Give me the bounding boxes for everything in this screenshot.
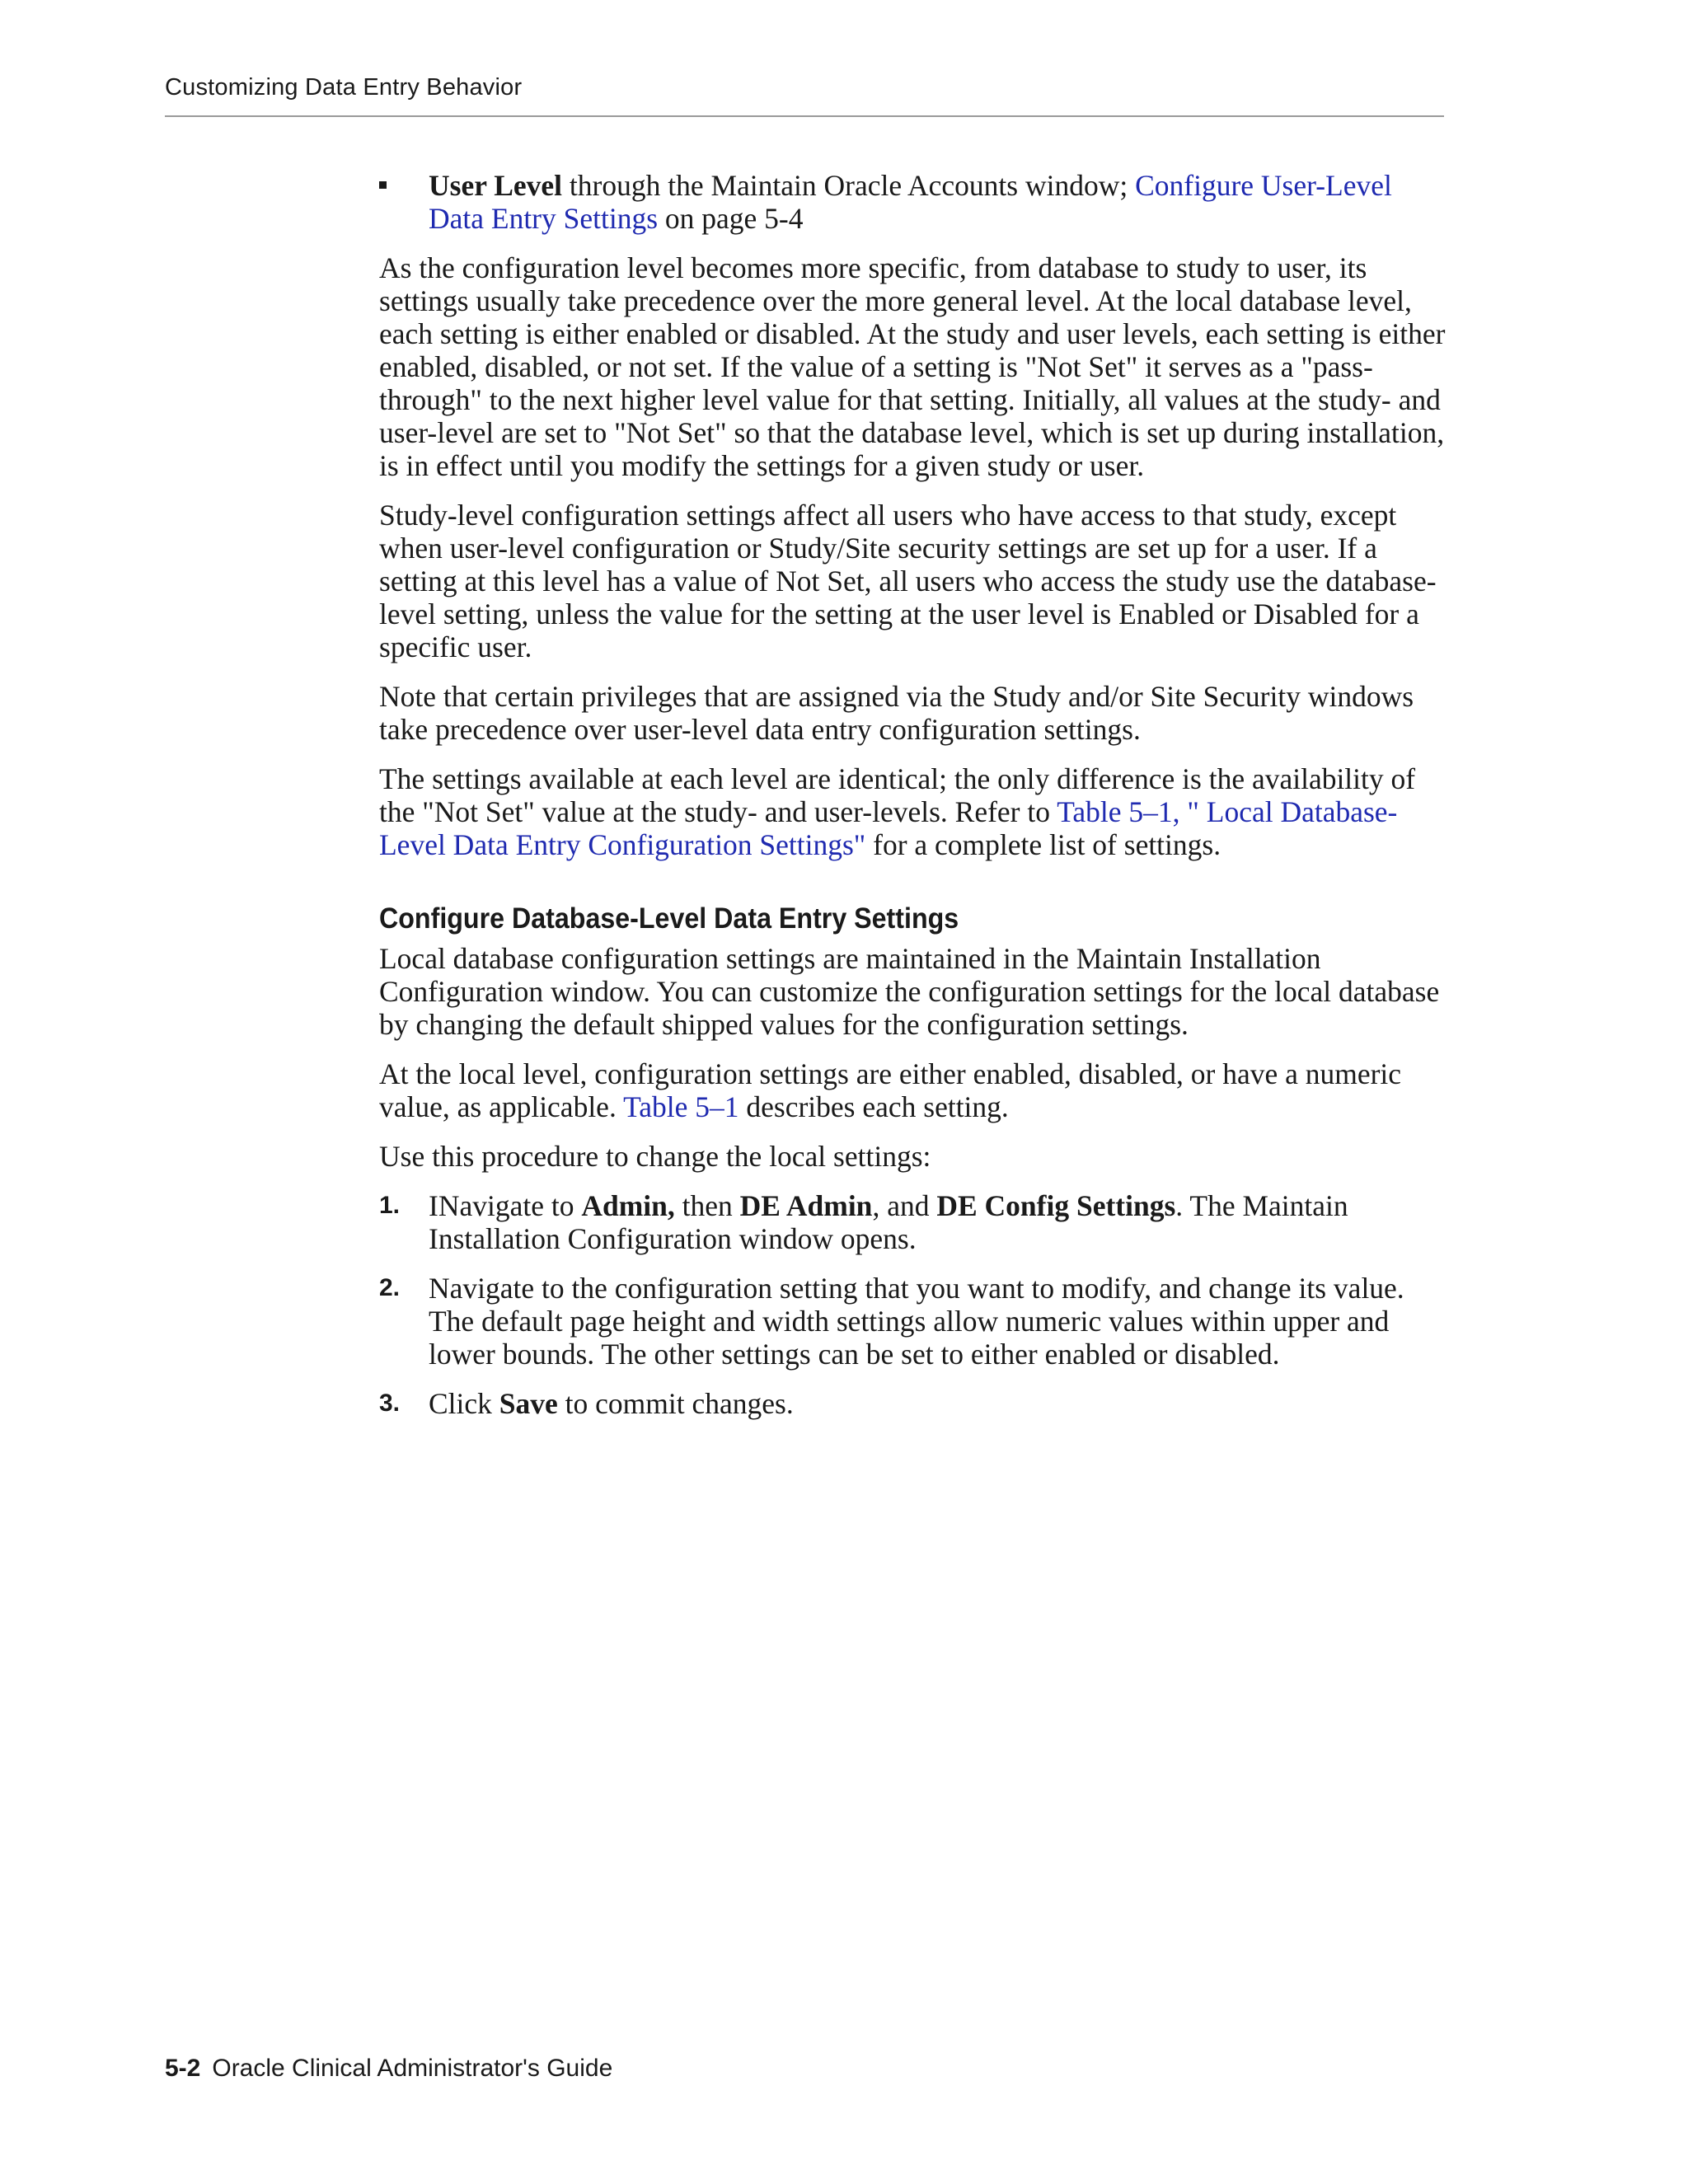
step-text: , and — [872, 1189, 937, 1222]
menu-de-admin: DE Admin — [739, 1189, 873, 1222]
step-text: INavigate to — [429, 1189, 582, 1222]
paragraph-text: for a complete list of settings. — [865, 828, 1221, 861]
step-text: . The Maintain Installation Configuration window opens. — [429, 1189, 1348, 1255]
bullet-text: through the Maintain Oracle Accounts window; — [562, 169, 1136, 202]
header-rule — [165, 115, 1444, 117]
paragraph-local-config: Local database configuration settings are maintained in the Maintain Installation Configuration window. You can customize the configuration settings for the local database by changing the default shipped values for the configuration settings. — [379, 942, 1440, 1041]
save-label: Save — [499, 1387, 558, 1420]
step-text: to commit changes. — [557, 1387, 794, 1420]
step-number: 3. — [379, 1390, 401, 1417]
square-bullet-icon — [379, 181, 387, 189]
step-number: 2. — [379, 1274, 401, 1301]
step-text: Navigate to the configuration setting that you want to modify, and change its value. The default page height and width settings allow numeric values within upper and lower bounds. The other settings can be set to either enabled or disabled. — [429, 1272, 1404, 1371]
link-configure-user-level[interactable]: Configure User-Level Data Entry Settings — [429, 169, 1392, 235]
paragraph-text: The settings available at each level are identical; the only difference is the availability of the "Not Set" value at the study- and user-levels. Refer to — [379, 762, 1416, 828]
menu-admin: Admin, — [581, 1189, 675, 1222]
book-title: Oracle Clinical Administrator's Guide — [212, 2055, 613, 2082]
menu-de-config-settings: DE Config Settings — [936, 1189, 1176, 1222]
bullet-bold-term: User Level — [429, 169, 563, 202]
paragraph-privileges-note: Note that certain privileges that are assigned via the Study and/or Site Security windows take precedence over user-level data entry configuration settings. — [379, 680, 1414, 746]
paragraph-study-level: Study-level configuration settings affect all users who have access to that study, except when user-level configuration or Study/Site security settings are set up for a user. If a setting at this level has a value of Not Set, all users who access the study use the database-level setting, unless the value for the setting at the user level is Enabled or Disabled for a specific user. — [379, 499, 1437, 663]
step-number: 1. — [379, 1192, 401, 1219]
step-2 — [379, 1272, 1451, 1371]
bullet-page-ref: on page 5-4 — [658, 202, 804, 235]
step-text: then — [674, 1189, 740, 1222]
section-heading: Configure Database-Level Data Entry Settings — [379, 902, 959, 935]
link-table-5-1-title[interactable]: Table 5–1, " Local Database-Level Data Entry Configuration Settings" — [379, 795, 1398, 861]
step-3 — [379, 1387, 1451, 1420]
link-table-5-1[interactable]: Table 5–1 — [623, 1090, 739, 1123]
paragraph-settings-availability — [379, 762, 1451, 861]
paragraph-configuration-levels: As the configuration level becomes more specific, from database to study to user, its settings usually take precedence over the more general level. At the local database level, each setting is either enabled or disabled. At the study and user levels, each setting is either enabled, disabled, or not set. If the value of a setting is "Not Set" it serves as a "pass-through" to the next higher level value for that setting. Initially, all values at the study- and user-level are set to "Not Set" so that the database level, which is set up during installation, is in effect until you modify the settings for a given study or user. — [379, 251, 1446, 482]
page-body — [379, 169, 1451, 1436]
paragraph-text: At the local level, configuration settings are either enabled, disabled, or have a numeric value, as applicable. — [379, 1057, 1402, 1123]
paragraph-procedure-intro: Use this procedure to change the local settings: — [379, 1140, 931, 1173]
paragraph-local-level — [379, 1057, 1451, 1123]
running-header: Customizing Data Entry Behavior — [165, 74, 523, 101]
step-1 — [379, 1189, 1451, 1255]
page-number: 5-2 — [165, 2055, 201, 2082]
step-text: Click — [429, 1387, 499, 1420]
page-footer — [165, 2055, 612, 2083]
list-item-user-level — [379, 169, 1451, 235]
paragraph-text: describes each setting. — [738, 1090, 1009, 1123]
